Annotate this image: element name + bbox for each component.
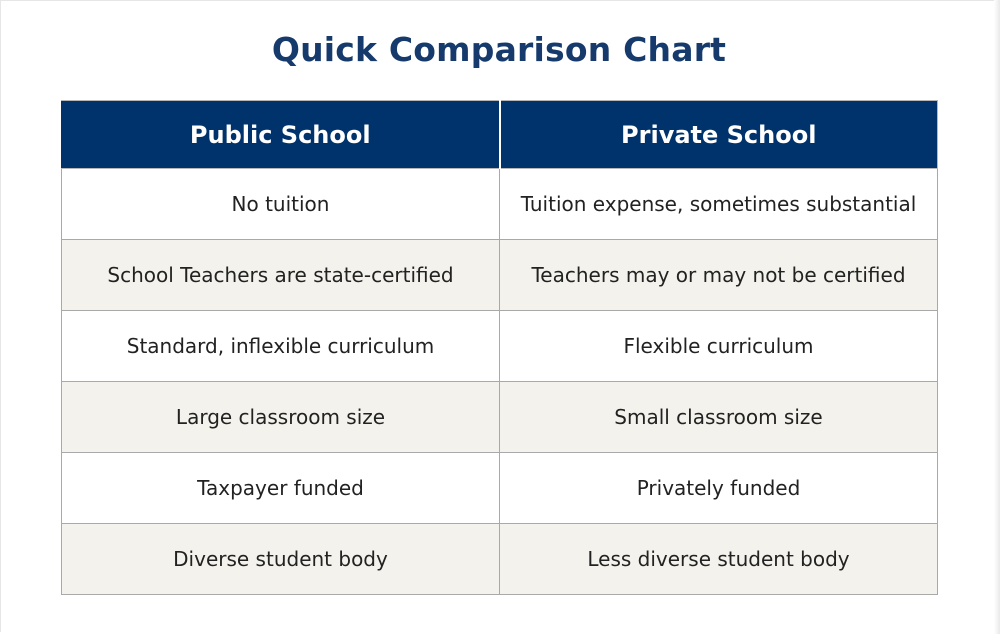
cell-public: Taxpayer funded (62, 453, 500, 524)
table-header (62, 101, 938, 169)
table-row (62, 382, 938, 453)
cell-private: Small classroom size (500, 382, 938, 453)
cell-public: Large classroom size (62, 382, 500, 453)
header-row (62, 101, 938, 169)
cell-private: Teachers may or may not be certified (500, 240, 938, 311)
cell-public: Standard, inflexible curriculum (62, 311, 500, 382)
comparison-table (61, 100, 938, 595)
table-body (62, 169, 938, 595)
cell-public: No tuition (62, 169, 500, 240)
cell-public: Diverse student body (62, 524, 500, 595)
table-row (62, 311, 938, 382)
cell-private: Privately funded (500, 453, 938, 524)
chart-title: Quick Comparison Chart (271, 30, 727, 69)
cell-private: Tuition expense, sometimes substantial (500, 169, 938, 240)
header-public-school: Public School (62, 101, 500, 169)
table-row (62, 240, 938, 311)
page-right-edge (994, 0, 1000, 634)
table-row (62, 453, 938, 524)
table-row (62, 169, 938, 240)
cell-private: Flexible curriculum (500, 311, 938, 382)
header-private-school: Private School (500, 101, 938, 169)
cell-public: School Teachers are state-certified (62, 240, 500, 311)
cell-private: Less diverse student body (500, 524, 938, 595)
table-row (62, 524, 938, 595)
